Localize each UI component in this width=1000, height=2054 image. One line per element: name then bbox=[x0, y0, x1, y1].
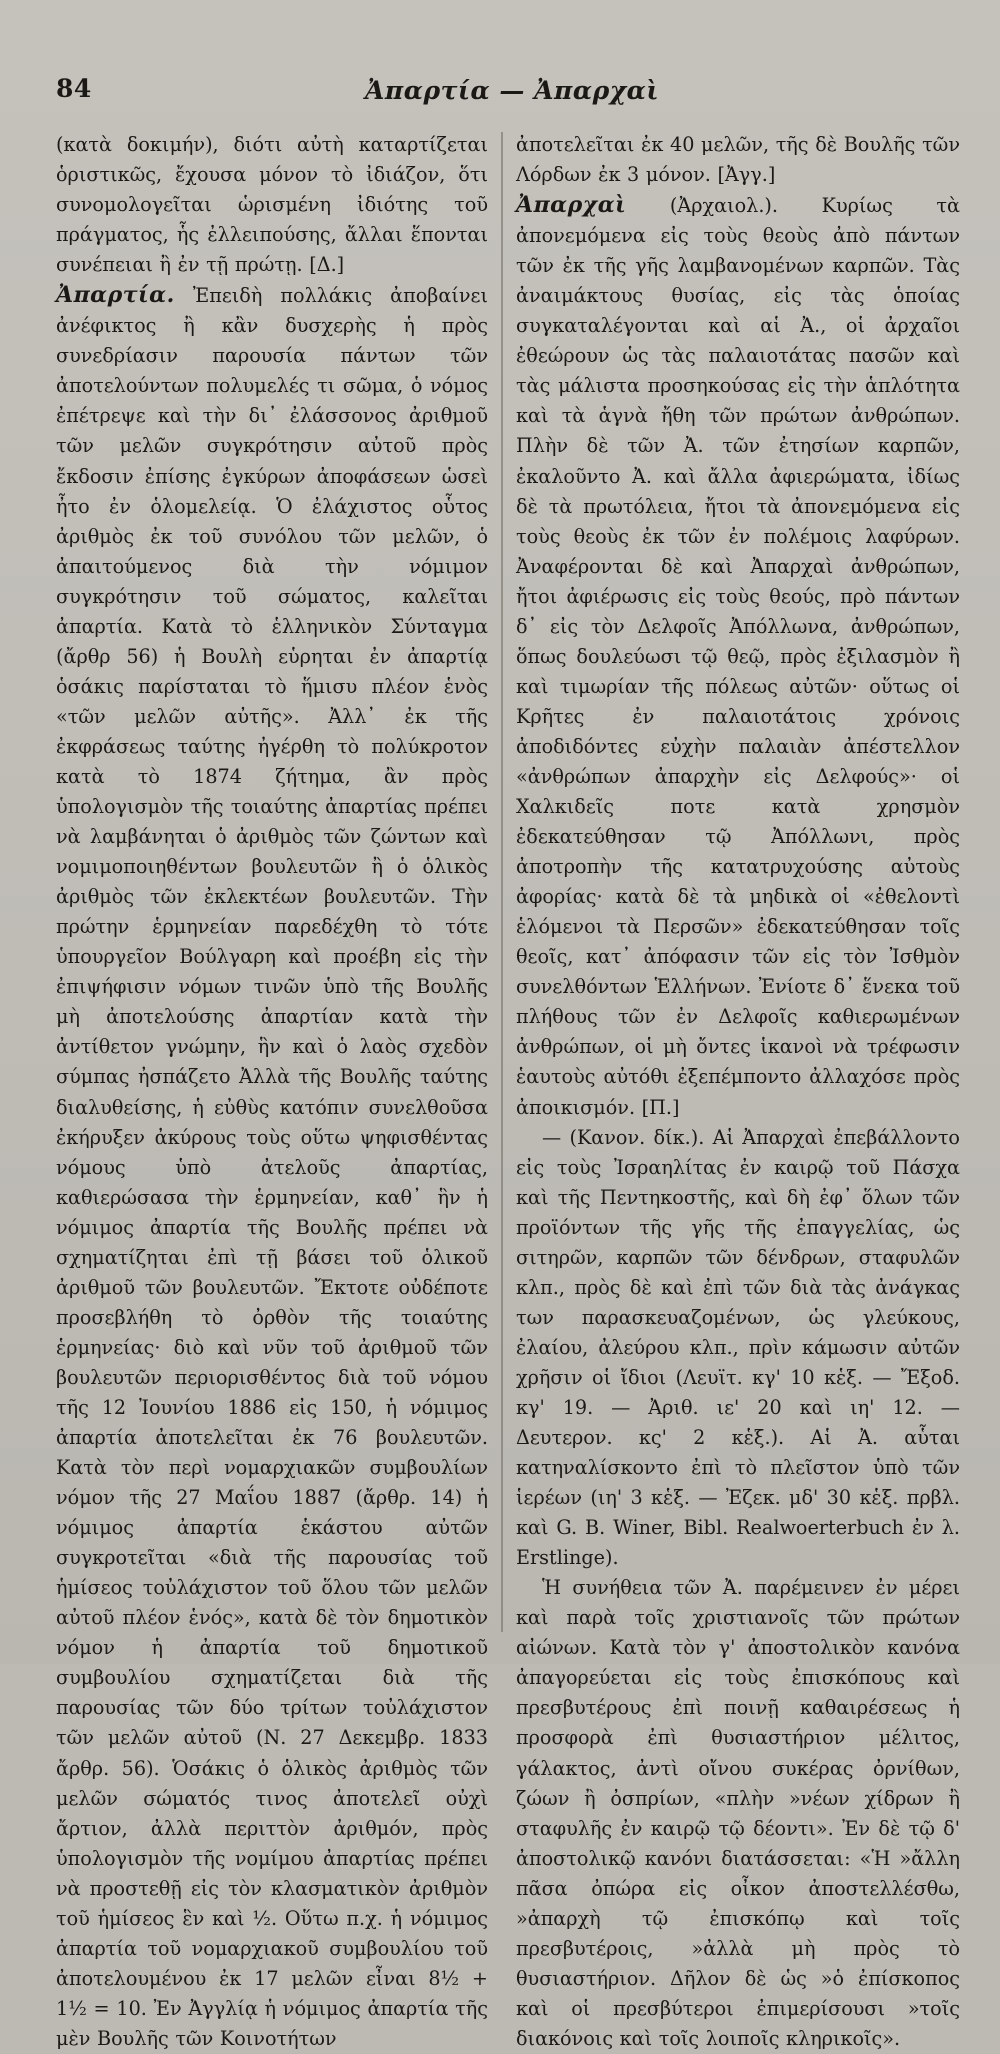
right-column bbox=[516, 130, 960, 2054]
entry-text: Ἐπειδὴ πολλάκις ἀποβαίνει ἀνέφικτος ἢ κἂν δυσχερὴς ἡ πρὸς συνεδρίασιν παρουσία πάντων τῶν ἀποτελούντων πολυμελές τι σῶμα, ὁ νόμος ἐπέτρεψε καὶ τὴν δι᾿ ἐλάσσονος ἀριθμοῦ τῶν μελῶν συγκρότησιν αὐτοῦ πρὸς ἔκδοσιν ἐπίσης ἐγκύρων ἀποφάσεων ὡσεὶ ἦτο ἐν ὁλομελείᾳ. Ὁ ἐλάχιστος οὗτος ἀριθμὸς ἐκ τοῦ συνόλου τῶν μελῶν, ὁ ἀπαιτούμενος διὰ τὴν νόμιμον συγκρότησιν τοῦ σώματος, καλεῖται ἀπαρτία. Κατὰ τὸ ἑλληνικὸν Σύνταγμα (ἄρθρ 56) ἡ Βουλὴ εὑρηται ἐν ἀπαρτίᾳ ὁσάκις παρίσταται τὸ ἥμισυ πλέον ἑνὸς «τῶν μελῶν αὐτῆς». Ἀλλ᾿ ἐκ τῆς ἐκφράσεως ταύτης ἠγέρθη τὸ πολύκροτον κατὰ τὸ 1874 ζήτημα, ἂν πρὸς ὑπολογισμὸν τῆς τοιαύτης ἀπαρτίας πρέπει νὰ λαμβάνηται ὁ ἀριθμὸς τῶν ζώντων καὶ νομιμοποιηθέντων βουλευτῶν ἢ ὁ ὁλικὸς ἀριθμὸς τῶν ἐκλεκτέων βουλευτῶν. Τὴν πρώτην ἑρμηνείαν παρεδέχθη τὸ τότε ὑπουργεῖον Βούλγαρη καὶ προέβη εἰς τὴν ἐπιψήφισιν νόμων τινῶν ὑπὸ τῆς Βουλῆς μὴ ἀποτελούσης ἀπαρτίαν κατὰ τὴν ἀντίθετον γνώμην, ἣν καὶ ὁ λαὸς σχεδὸν σύμπας ἠσπάζετο Ἀλλὰ τῆς Βουλῆς ταύτης διαλυθείσης, ἡ εὐθὺς κατόπιν συνελθοῦσα ἐκήρυξεν ἀκύρους τοὺς οὕτω ψηφισθέντας νόμους ὑπὸ ἀτελοῦς ἀπαρτίας, καθιερώσασα τὴν ἑρμηνείαν, καθ᾿ ἣν ἡ νόμιμος ἀπαρτία τῆς Βουλῆς πρέπει νὰ σχηματίζηται ἐπὶ τῇ βάσει τοῦ ὁλικοῦ ἀριθμοῦ τῶν βουλευτῶν. Ἔκτοτε οὐδέποτε προσεβλήθη τὸ ὀρθὸν τῆς τοιαύτης ἑρμηνείας· διὸ καὶ νῦν τοῦ ἀριθμοῦ τῶν βουλευτῶν περιορισθέντος διὰ τοῦ νόμου τῆς 12 Ἰουνίου 1886 εἰς 150, ἡ νόμιμος ἀπαρτία ἀποτελεῖται ἐκ 76 βουλευτῶν. Κατὰ τὸν περὶ νομαρχιακῶν συμβουλίων νόμον τῆς 27 Μαΐου 1887 (ἄρθρ. 14) ἡ νόμιμος ἀπαρτία ἑκάστου αὐτῶν συγκροτεῖται «διὰ τῆς παρουσίας τοῦ ἡμίσεος τοὐλάχιστον τοῦ ὅλου τῶν μελῶν αὐτοῦ πλέον ἑνός», κατὰ δὲ τὸν δημοτικὸν νόμον ἡ ἀπαρτία τοῦ δημοτικοῦ συμβουλίου σχηματίζεται διὰ τῆς παρουσίας τῶν δύο τρίτων τοὐλάχιστον τῶν μελῶν αὐτοῦ (Ν. 27 Δεκεμβρ. 1833 ἄρθρ. 56). Ὁσάκις ὁ ὁλικὸς ἀριθμὸς τῶν μελῶν σώματός τινος ἀποτελεῖ οὐχὶ ἄρτιον, ἀλλὰ περιττὸν ἀριθμόν, πρὸς ὑπολογισμὸν τῆς νομίμου ἀπαρτίας πρέπει νὰ προστεθῇ εἰς τὸν κλασματικὸν ἀριθμὸν τοῦ ἡμίσεος ἓν καὶ ½. Οὕτω π.χ. ἡ νόμιμος ἀπαρτία τοῦ νομαρχιακοῦ συμβουλίου τοῦ ἀποτελουμένου ἐκ 17 μελῶν εἶναι 8½ + 1½ = 10. Ἐν Ἀγγλίᾳ ἡ νόμιμος ἀπαρτία τῆς μὲν Βουλῆς τῶν Κοινοτήτων bbox=[56, 284, 488, 2050]
left-column bbox=[56, 130, 488, 2054]
page-header bbox=[56, 74, 968, 114]
entry-headword: Ἀπαρτία. bbox=[56, 282, 175, 309]
page-number: 84 bbox=[56, 74, 92, 103]
paragraph-continuation: (κατὰ δοκιμήν), διότι αὐτὴ καταρτίζεται ὁριστικῶς, ἔχουσα μόνον τὸ ἰδιάζον, ὅτι συνομολογεῖται ὡρισμένη ἰδιότης τοῦ πράγματος, ἧς ἐλλειπούσης, ἄλλαι ἕπονται συνέπειαι ἢ ἐν τῇ πρώτῃ. [Δ.] bbox=[56, 133, 488, 277]
paragraph-continuation: ἀποτελεῖται ἐκ 40 μελῶν, τῆς δὲ Βουλῆς τῶν Λόρδων ἐκ 3 μόνον. [Ἀγγ.] bbox=[516, 133, 960, 187]
entry-headword: Ἀπαρχαὶ bbox=[516, 192, 627, 219]
column-divider bbox=[501, 132, 503, 1632]
entry-text: (Ἀρχαιολ.). Κυρίως τὰ ἀπονεμόμενα εἰς τοὺς θεοὺς ἀπὸ πάντων τῶν ἐκ τῆς γῆς λαμβανομένων καρπῶν. Τὰς ἀναιμάκτους θυσίας, εἰς τὰς ὁποίας συγκαταλέγονται καὶ αἱ Ἀ., οἱ ἀρχαῖοι ἐθεώρουν ὡς τὰς παλαιοτάτας πασῶν καὶ τὰς μάλιστα προσηκούσας εἰς τὴν ἁπλότητα καὶ τὰ ἁγνὰ ἤθη τῶν πρώτων ἀνθρώπων. Πλὴν δὲ τῶν Ἀ. τῶν ἐτησίων καρπῶν, ἐκαλοῦντο Ἀ. καὶ ἄλλα ἀφιερώματα, ἰδίως δὲ τὰ πρωτόλεια, ἤτοι τὰ ἀπονεμόμενα εἰς τοὺς θεοὺς ἐκ τῶν ἐν πολέμοις λαφύρων. Ἀναφέρονται δὲ καὶ Ἀπαρχαὶ ἀνθρώπων, ἤτοι ἀφιέρωσις εἰς τοὺς θεούς, πρὸ πάντων δ᾿ εἰς τὸν Δελφοῖς Ἀπόλλωνα, ἀνθρώπων, ὅπως δουλεύωσι τῷ θεῷ, πρὸς ἐξιλασμὸν ἢ καὶ τιμωρίαν τῆς πόλεως αὐτῶν· οὕτως οἱ Κρῆτες ἐν παλαιοτάτοις χρόνοις ἀποδιδόντες εὐχὴν παλαιὰν ἀπέστελλον «ἀνθρώπων ἀπαρχὴν εἰς Δελφούς»· οἱ Χαλκιδεῖς ποτε κατὰ χρησμὸν ἐδεκατεύθησαν τῷ Ἀπόλλωνι, πρὸς ἀποτροπὴν τῆς κατατρυχούσης αὐτοὺς ἀφορίας· κατὰ δὲ τὰ μηδικὰ οἱ «ἐθελοντὶ ἑλόμενοι τὰ Περσῶν» ἐδεκατεύθησαν τοῖς θεοῖς, κατ᾿ ἀπόφασιν τῶν εἰς τὸν Ἰσθμὸν συνελθόντων Ἑλλήνων. Ἐνίοτε δ᾿ ἕνεκα τοῦ πλήθους τῶν ἐν Δελφοῖς καθιερωμένων ἀνθρώπων, οἱ μὴ ὄντες ἱκανοὶ νὰ τρέφωσιν ἑαυτοὺς αὐτόθι ἐξεπέμποντο ἀλλαχόσε πρὸς ἀποικισμόν. [Π.] bbox=[516, 194, 960, 1119]
paragraph-christian-custom: Ἡ συνήθεια τῶν Ἀ. παρέμεινεν ἐν μέρει καὶ παρὰ τοῖς χριστιανοῖς τῶν πρώτων αἰώνων. Κατὰ τὸν γ' ἀποστολικὸν κανόνα ἀπαγορεύεται εἰς τοὺς ἐπισκόπους καὶ πρεσβυτέρους ἐπὶ ποινῇ καθαιρέσεως ἡ προσφορὰ ἐπὶ θυσιαστήριον μέλιτος, γάλακτος, ἀντὶ οἴνου συκέρας ὀρνίθων, ζώων ἢ ὀσπρίων, «πλὴν »νέων χίδρων ἢ σταφυλῆς ἐν καιρῷ τῷ δέοντι». Ἐν δὲ τῷ δ' ἀποστολικῷ κανόνι διατάσσεται: «Ἡ »ἄλλη πᾶσα ὀπώρα εἰς οἶκον ἀποστελλέσθω, »ἀπαρχὴ τῷ ἐπισκόπῳ καὶ τοῖς πρεσβυτέροις, »ἀλλὰ μὴ πρὸς τὸ θυσιαστήριον. Δῆλον δὲ ὡς »ὁ ἐπίσκοπος καὶ οἱ πρεσβύτεροι ἐπιμερίσουσι »τοῖς διακόνοις καὶ τοῖς λοιποῖς κληρικοῖς». bbox=[516, 1576, 960, 2050]
dictionary-entry-apartia bbox=[56, 280, 488, 2054]
dictionary-entry-aparchai bbox=[516, 190, 960, 1122]
running-head: Ἀπαρτία — Ἀπαρχαὶ bbox=[365, 76, 659, 105]
paragraph-canon-law: — (Κανον. δίκ.). Αἱ Ἀπαρχαὶ ἐπεβάλλοντο εἰς τοὺς Ἰσραηλίτας ἐν καιρῷ τοῦ Πάσχα καὶ τῆς Πεντηκοστῆς, καὶ δὴ ἐφ᾿ ὅλων τῶν προϊόντων τῆς γῆς τῆς ἐπαγγελίας, ὡς σιτηρῶν, καρπῶν τῶν δένδρων, σταφυλῶν κλπ., πρὸς δὲ καὶ ἐπὶ τῶν διὰ τὰς ἀνάγκας των παρασκευαζομένων, ὡς γλεύκους, ἐλαίου, ἀλεύρου κλπ., πρὶν κάμωσιν αὐτῶν χρῆσιν οἱ ἴδιοι (Λευϊτ. κγ' 10 κἑξ. — Ἔξοδ. κγ' 19. — Ἀριθ. ιε' 20 καὶ ιη' 12. — Δευτερον. κς' 2 κἑξ.). Αἱ Ἀ. αὗται κατηναλίσκοντο ἐπὶ τὸ πλεῖστον ὑπὸ τῶν ἱερέων (ιη' 3 κἑξ. — Ἐζεκ. μδ' 30 κἑξ. πρβλ. καὶ G. B. Winer, Bibl. Realwoerterbuch ἐν λ. Erstlinge). bbox=[516, 1125, 960, 1570]
